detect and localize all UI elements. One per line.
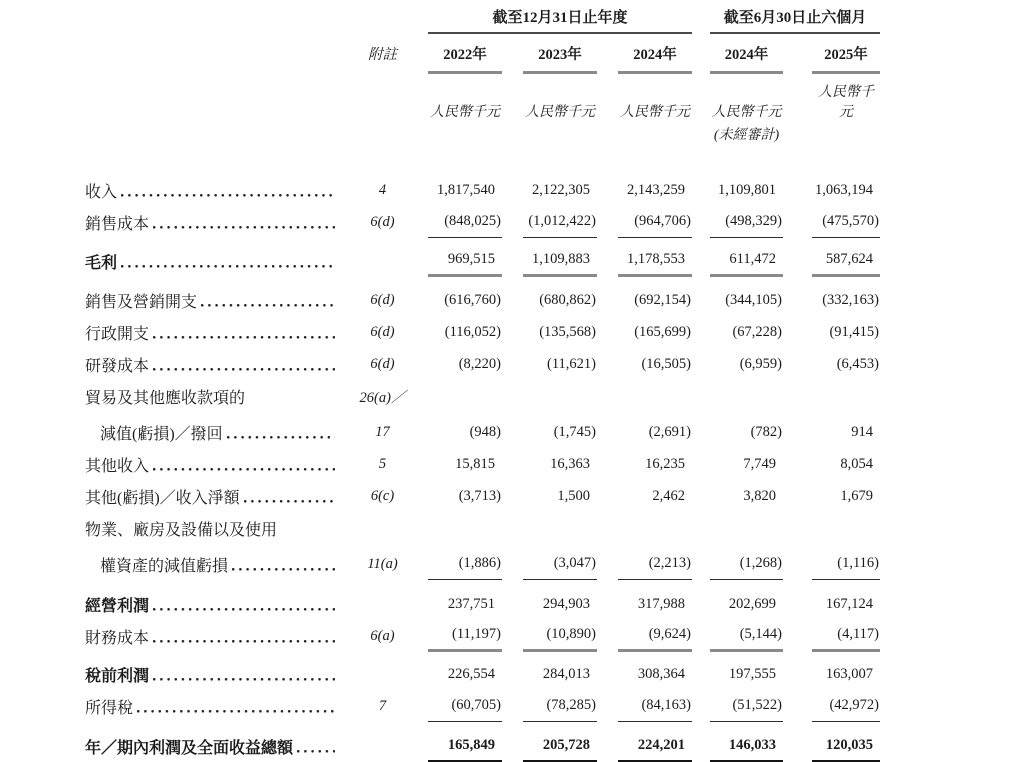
year-header-2023: 2023年 (523, 43, 597, 74)
note-reference: 6(d) (370, 291, 395, 308)
row-label (85, 316, 337, 348)
value-cell (618, 690, 692, 722)
value-cell (812, 512, 880, 544)
value-text: 2,462 (652, 487, 685, 504)
value-cell (428, 316, 502, 348)
value-cell (618, 512, 692, 544)
value-text: 969,515 (447, 251, 495, 267)
row-label (85, 690, 337, 722)
row-label-text: 年／期內利潤及全面收益總額 (85, 739, 294, 757)
value-cell (428, 548, 502, 580)
note-reference: 17 (375, 423, 390, 440)
year-header-2024-interim: 2024年 (710, 43, 783, 74)
value-cell (710, 512, 783, 544)
row-label (85, 284, 337, 316)
value-cell (428, 658, 502, 690)
value-text: 7,749 (743, 455, 776, 472)
period-group-annual: 截至12月31日止年度 (428, 6, 692, 34)
year-header-2025-interim: 2025年 (812, 43, 880, 74)
table-row (85, 690, 1011, 722)
value-text: 8,054 (840, 455, 873, 472)
value-text: (16,505) (641, 355, 691, 372)
value-text: 15,815 (455, 455, 495, 472)
value-cell (618, 730, 692, 762)
value-text: (10,890) (546, 626, 596, 642)
row-label-text: 銷售成本 (85, 215, 150, 233)
value-text: (78,285) (546, 697, 596, 713)
value-cell (618, 348, 692, 380)
value-cell (710, 206, 783, 238)
row-label (85, 480, 337, 512)
value-cell (618, 588, 692, 620)
value-cell (428, 620, 502, 652)
dot-leader (153, 620, 335, 652)
value-cell (428, 690, 502, 722)
value-cell (618, 206, 692, 238)
value-cell (618, 658, 692, 690)
value-cell (618, 316, 692, 348)
row-label (85, 380, 337, 412)
value-cell (710, 620, 783, 652)
value-cell (523, 512, 597, 544)
row-label-text: 研發成本 (85, 357, 150, 375)
value-text: (42,972) (829, 697, 879, 713)
note-reference: 4 (378, 181, 387, 198)
row-label-text: 經營利潤 (85, 597, 150, 615)
value-cell (812, 448, 880, 480)
value-text: (1,116) (837, 555, 879, 571)
value-cell (428, 416, 502, 448)
row-label-text: 毛利 (85, 254, 118, 272)
table-row (85, 512, 1011, 544)
unit-label: 人民幣千元 (525, 105, 595, 120)
value-cell (812, 730, 880, 762)
row-label-text: 銷售及營銷開支 (85, 293, 198, 311)
dot-leader (153, 348, 335, 380)
dot-leader (153, 658, 335, 690)
value-text: (1,268) (739, 555, 782, 571)
value-text: (2,213) (648, 555, 691, 571)
value-text: (67,228) (732, 323, 782, 340)
value-text: 226,554 (447, 665, 495, 682)
table-row (85, 206, 1011, 238)
value-cell (812, 658, 880, 690)
value-cell (812, 380, 880, 412)
table-row (85, 416, 1011, 448)
value-cell (710, 416, 783, 448)
value-text: 1,178,553 (627, 251, 685, 267)
dot-leader (137, 690, 335, 722)
table-row (85, 316, 1011, 348)
row-label (85, 206, 337, 238)
value-cell (618, 620, 692, 652)
row-label (85, 512, 337, 544)
value-text: 197,555 (728, 665, 776, 682)
row-label (85, 448, 337, 480)
row-label (85, 245, 337, 277)
row-label-text: 其他收入 (85, 457, 150, 475)
value-text: 587,624 (825, 251, 873, 267)
value-text: (344,105) (725, 291, 782, 308)
value-text: (8,220) (458, 355, 501, 372)
value-cell (428, 380, 502, 412)
value-cell (812, 690, 880, 722)
value-cell (812, 284, 880, 316)
unit-label: 人民幣千元 (620, 105, 690, 120)
value-cell (812, 316, 880, 348)
value-text: (84,163) (641, 697, 691, 713)
dot-leader (153, 316, 335, 348)
value-cell (710, 284, 783, 316)
value-cell (523, 480, 597, 512)
table-row (85, 730, 1011, 762)
value-text: (1,745) (553, 423, 596, 440)
dot-leader (244, 480, 335, 512)
note-reference (337, 730, 428, 762)
note-reference: 5 (378, 455, 387, 472)
note-reference: 6(c) (370, 487, 395, 504)
value-cell (428, 512, 502, 544)
row-label (85, 730, 337, 762)
value-text: 2,122,305 (532, 181, 590, 198)
value-text: 284,013 (542, 665, 590, 682)
value-text: 1,679 (840, 487, 873, 504)
value-text: (3,047) (553, 555, 596, 571)
dot-leader (232, 548, 335, 580)
value-text: 167,124 (825, 595, 873, 612)
value-cell (710, 316, 783, 348)
value-cell (618, 284, 692, 316)
table-row (85, 588, 1011, 620)
unaudited-row (85, 124, 1011, 144)
value-text: (9,624) (648, 626, 691, 642)
year-header-2022: 2022年 (428, 43, 502, 74)
value-cell (523, 658, 597, 690)
value-text: 163,007 (825, 665, 873, 682)
value-cell (812, 548, 880, 580)
value-cell (710, 658, 783, 690)
row-label (85, 588, 337, 620)
row-label-text: 其他(虧損)／收入淨額 (85, 489, 240, 507)
income-statement-table (85, 174, 1011, 762)
value-cell (523, 416, 597, 448)
value-text: (6,453) (836, 355, 879, 372)
period-group-interim: 截至6月30日止六個月 (710, 6, 880, 34)
row-label (85, 348, 337, 380)
unit-label: 人民幣千元 (711, 105, 782, 120)
dot-leader (153, 206, 335, 238)
row-label-text: 稅前利潤 (85, 667, 150, 685)
value-text: (11,621) (547, 355, 596, 372)
table-row (85, 348, 1011, 380)
value-text: (2,691) (648, 423, 691, 440)
table-row (85, 174, 1011, 206)
note-reference: 6(d) (370, 355, 395, 372)
value-text: 1,817,540 (437, 181, 495, 198)
value-cell (618, 245, 692, 277)
value-text: (616,760) (444, 291, 501, 308)
note-reference: 7 (378, 697, 387, 714)
table-row (85, 380, 1011, 412)
value-text: (475,570) (822, 213, 879, 229)
value-cell (428, 348, 502, 380)
notes-column-header: 附註 (368, 47, 397, 63)
value-text: (135,568) (539, 323, 596, 340)
value-text: 611,472 (729, 251, 776, 267)
value-cell (812, 480, 880, 512)
dot-leader (153, 588, 335, 620)
value-cell (523, 730, 597, 762)
value-text: 120,035 (825, 736, 873, 753)
value-text: (3,713) (458, 487, 501, 504)
table-row (85, 448, 1011, 480)
value-cell (710, 245, 783, 277)
value-cell (710, 380, 783, 412)
value-cell (523, 206, 597, 238)
value-cell (812, 620, 880, 652)
row-label-text: 收入 (85, 183, 118, 201)
value-cell (618, 416, 692, 448)
value-cell (618, 380, 692, 412)
note-reference: 11(a) (367, 555, 398, 572)
table-row (85, 658, 1011, 690)
row-label-text: 物業、廠房及設備以及使用 (85, 521, 278, 539)
value-text: (680,862) (539, 291, 596, 308)
value-text: (1,886) (458, 555, 501, 571)
table-row (85, 480, 1011, 512)
value-text: (6,959) (739, 355, 782, 372)
value-text: 146,033 (728, 736, 776, 753)
value-text: (332,163) (822, 291, 879, 308)
value-text: 16,363 (550, 455, 590, 472)
note-reference (337, 588, 428, 620)
value-cell (523, 588, 597, 620)
value-cell (812, 588, 880, 620)
value-cell (523, 348, 597, 380)
row-label (85, 620, 337, 652)
value-text: 308,364 (637, 665, 685, 682)
dot-leader (297, 730, 335, 762)
value-cell (618, 448, 692, 480)
value-cell (523, 380, 597, 412)
value-cell (618, 174, 692, 206)
value-text: 16,235 (645, 455, 685, 472)
value-cell (523, 548, 597, 580)
value-text: (1,012,422) (528, 213, 596, 229)
table-row (85, 245, 1011, 277)
value-cell (428, 448, 502, 480)
value-text: 317,988 (637, 595, 685, 612)
table-row (85, 548, 1011, 580)
value-text: (11,197) (452, 626, 501, 642)
value-cell (428, 588, 502, 620)
unit-label: 人民幣千元 (430, 105, 500, 120)
value-cell (812, 245, 880, 277)
dot-leader (153, 448, 335, 480)
value-text: (5,144) (739, 626, 782, 642)
value-cell (618, 548, 692, 580)
row-label-text: 貿易及其他應收款項的 (85, 389, 246, 407)
value-text: 1,109,883 (532, 251, 590, 267)
year-header-2024: 2024年 (618, 43, 692, 74)
row-label-text: 行政開支 (85, 325, 150, 343)
note-reference (337, 512, 428, 544)
value-cell (812, 206, 880, 238)
value-text: 3,820 (743, 487, 776, 504)
value-cell (523, 620, 597, 652)
value-text: 294,903 (542, 595, 590, 612)
row-label-text: 所得稅 (85, 699, 134, 717)
row-label (85, 416, 337, 448)
value-cell (523, 245, 597, 277)
period-group-header-row (85, 6, 1011, 34)
value-text: 224,201 (637, 736, 685, 753)
value-cell (710, 548, 783, 580)
value-cell (523, 448, 597, 480)
value-cell (523, 316, 597, 348)
value-text: 1,063,194 (815, 181, 873, 198)
note-reference: 26(a)／ (359, 389, 406, 406)
value-cell (812, 416, 880, 448)
value-text: (848,025) (444, 213, 501, 229)
value-text: 205,728 (542, 736, 590, 753)
note-reference: 6(d) (370, 323, 395, 340)
value-cell (428, 245, 502, 277)
value-text: 202,699 (728, 595, 776, 612)
value-cell (710, 174, 783, 206)
currency-unit-row (85, 81, 1011, 121)
table-row (85, 620, 1011, 652)
value-cell (710, 690, 783, 722)
value-cell (428, 480, 502, 512)
value-cell (812, 174, 880, 206)
row-label-text: 財務成本 (85, 629, 150, 647)
dot-leader (121, 245, 335, 277)
value-cell (710, 730, 783, 762)
row-label-text: 權資產的減值虧損 (100, 557, 229, 575)
value-text: 1,500 (557, 487, 590, 504)
value-text: (91,415) (829, 323, 879, 340)
row-label (85, 658, 337, 690)
value-text: (4,117) (837, 626, 879, 642)
value-cell (710, 588, 783, 620)
value-text: (782) (750, 423, 782, 440)
value-cell (710, 480, 783, 512)
unit-label: 人民幣千元 (818, 85, 874, 120)
value-text: 237,751 (447, 595, 495, 612)
value-text: 2,143,259 (627, 181, 685, 198)
value-text: (116,052) (444, 323, 501, 340)
row-label (85, 174, 337, 206)
value-cell (710, 348, 783, 380)
value-text: (165,699) (634, 323, 691, 340)
value-text: (51,522) (732, 697, 782, 713)
dot-leader (121, 174, 335, 206)
value-text: (948) (469, 423, 501, 440)
value-cell (428, 174, 502, 206)
unaudited-label: (未經審計) (713, 128, 780, 143)
value-text: 914 (851, 423, 873, 440)
dot-leader (227, 416, 335, 448)
value-cell (428, 206, 502, 238)
value-text: 1,109,801 (718, 181, 776, 198)
value-cell (812, 348, 880, 380)
value-cell (523, 690, 597, 722)
row-label (85, 548, 337, 580)
value-cell (618, 480, 692, 512)
note-reference: 6(a) (370, 627, 395, 644)
value-text: (60,705) (451, 697, 501, 713)
value-cell (428, 284, 502, 316)
note-reference (337, 658, 428, 690)
dot-leader (201, 284, 335, 316)
value-cell (428, 730, 502, 762)
value-text: (498,329) (725, 213, 782, 229)
year-header-row (85, 43, 1011, 74)
note-reference: 6(d) (370, 213, 395, 230)
row-label-text: 減值(虧損)／撥回 (100, 425, 223, 443)
value-cell (710, 448, 783, 480)
table-row (85, 284, 1011, 316)
value-text: (964,706) (634, 213, 691, 229)
note-reference (337, 245, 428, 277)
value-text: (692,154) (634, 291, 691, 308)
value-cell (523, 174, 597, 206)
value-text: 165,849 (447, 736, 495, 753)
value-cell (523, 284, 597, 316)
